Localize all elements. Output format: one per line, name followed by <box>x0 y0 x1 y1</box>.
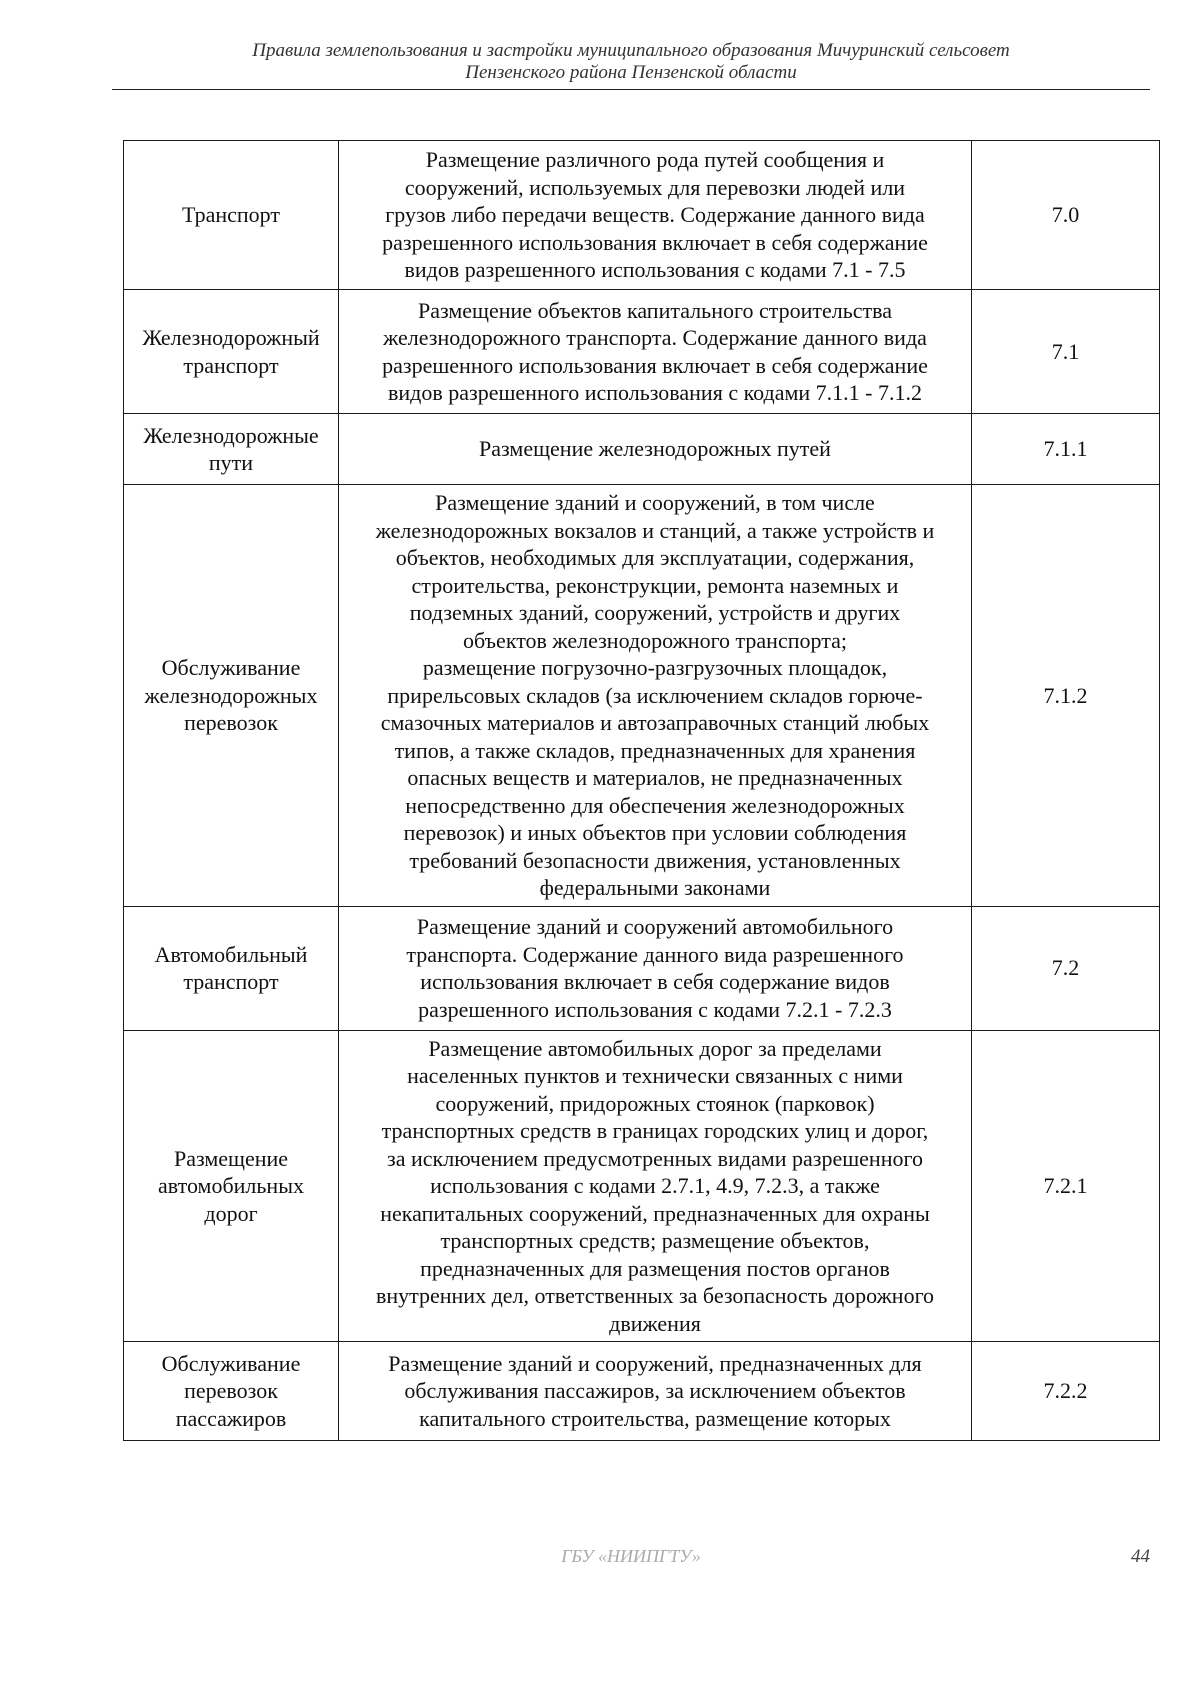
row-code-cell: 7.0 <box>972 141 1160 290</box>
header-divider <box>112 89 1150 90</box>
page-number: 44 <box>1131 1546 1150 1567</box>
page-header <box>112 40 1150 84</box>
row-name-cell: Автомобильный транспорт <box>124 906 339 1030</box>
row-code-cell: 7.2.2 <box>972 1342 1160 1441</box>
row-description-cell: Размещение железнодорожных путей <box>339 414 972 485</box>
row-description-cell: Размещение зданий и сооружений, предназначенных для обслуживания пассажиров, за исключением объектов капитального строительства, размещение которых <box>339 1342 972 1441</box>
row-code-cell: 7.1 <box>972 290 1160 414</box>
row-name-cell: Железнодорожные пути <box>124 414 339 485</box>
row-code-cell: 7.2.1 <box>972 1030 1160 1342</box>
row-name-cell: Транспорт <box>124 141 339 290</box>
table-row <box>124 414 1160 485</box>
row-name-cell: Обслуживание перевозок пассажиров <box>124 1342 339 1441</box>
land-use-table <box>123 140 1160 1441</box>
table-row <box>124 906 1160 1030</box>
row-description-cell: Размещение автомобильных дорог за пределами населенных пунктов и технически связанных с ними сооружений, придорожных стоянок (парковок) транспортных средств в границах городских улиц и дорог, за исключением предусмотренных видами разрешенного использования с кодами 2.7.1, 4.9, 7.2.3, а также некапитальных сооружений, предназначенных для охраны транспортных средств; размещение объектов, предназначенных для размещения постов органов внутренних дел, ответственных за безопасность дорожного движения <box>339 1030 972 1342</box>
table-row <box>124 485 1160 907</box>
row-code-cell: 7.2 <box>972 906 1160 1030</box>
header-title-line-2: Пензенского района Пензенской области <box>465 62 797 83</box>
row-description-cell: Размещение зданий и сооружений, в том числе железнодорожных вокзалов и станций, а также устройств и объектов, необходимых для эксплуатации, содержания, строительства, реконструкции, ремонта наземных и подземных зданий, сооружений, устройств и других объектов железнодорожного транспорта; размещение погрузочно-разгрузочных площадок, прирельсовых складов (за исключением складов горюче- смазочных материалов и автозаправочных станций любых типов, а также складов, предназначенных для хранения опасных веществ и материалов, не предназначенных непосредственно для обеспечения железнодорожных перевозок) и иных объектов при условии соблюдения требований безопасности движения, установленных федеральными законами <box>339 485 972 907</box>
row-name-cell: Размещение автомобильных дорог <box>124 1030 339 1342</box>
table-row <box>124 290 1160 414</box>
table-row <box>124 141 1160 290</box>
row-description-cell: Размещение зданий и сооружений автомобильного транспорта. Содержание данного вида разрешенного использования включает в себя содержание видов разрешенного использования с кодами 7.2.1 - 7.2.3 <box>339 906 972 1030</box>
row-description-cell: Размещение различного рода путей сообщения и сооружений, используемых для перевозки людей или грузов либо передачи веществ. Содержание данного вида разрешенного использования включает в себя содержание видов разрешенного использования с кодами 7.1 - 7.5 <box>339 141 972 290</box>
table-row <box>124 1342 1160 1441</box>
row-name-cell: Обслуживание железнодорожных перевозок <box>124 485 339 907</box>
row-code-cell: 7.1.1 <box>972 414 1160 485</box>
table-row <box>124 1030 1160 1342</box>
footer-organization: ГБУ «НИИПГТУ» <box>561 1546 701 1566</box>
row-code-cell: 7.1.2 <box>972 485 1160 907</box>
row-description-cell: Размещение объектов капитального строительства железнодорожного транспорта. Содержание данного вида разрешенного использования включает в себя содержание видов разрешенного использования с кодами 7.1.1 - 7.1.2 <box>339 290 972 414</box>
page-footer <box>112 1546 1150 1570</box>
header-title-line-1: Правила землепользования и застройки муниципального образования Мичуринский сельсовет <box>252 40 1010 61</box>
row-name-cell: Железнодорожный транспорт <box>124 290 339 414</box>
